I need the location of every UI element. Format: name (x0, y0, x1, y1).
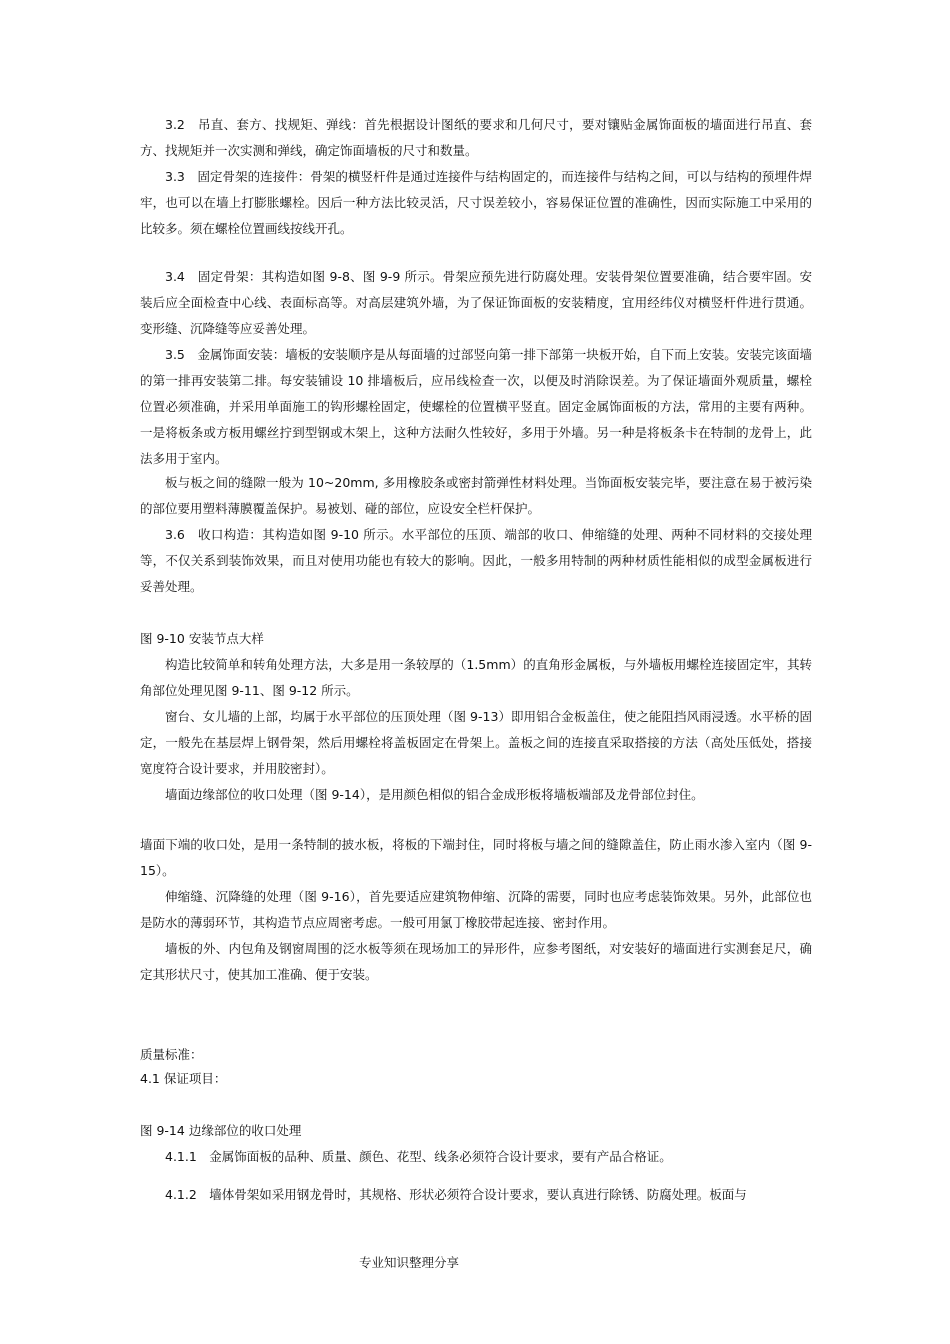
section-quality: 质量标准： (140, 1047, 203, 1062)
paragraph-bottom-end: 墙面下端的收口处，是用一条特制的披水板，将板的下端封住，同时将板与墙之间的缝隙盖住，防止雨水渗入室内（图 9-15）。 (140, 837, 812, 878)
item-4-1-2: 4.1.2 墙体骨架如采用钢龙骨时，其规格、形状必须符合设计要求，要认真进行除锈、防腐处理。板面与 (165, 1187, 747, 1202)
paragraph-gap: 板与板之间的缝隙一般为 10~20mm, 多用橡胶条或密封箭弹性材料处理。当饰面板安装完毕，要注意在易于被污染的部位要用塑料薄膜覆盖保护。易被划、碰的部位，应设安全栏杆保护。 (140, 475, 812, 516)
paragraph-joint: 伸缩缝、沉降缝的处理（图 9-16），首先要适应建筑物伸缩、沉降的需要，同时也应考虑装饰效果。另外，此部位也是防水的薄弱环节，其构造节点应周密考虑。一般可用氯丁橡胶带起连接、密封作用。 (140, 889, 812, 930)
paragraph-wrap: 墙板的外、内包角及钢窗周围的泛水板等须在现场加工的异形件，应参考图纸，对安装好的墙面进行实测套足尺，确定其形状尺寸，使其加工准确、便于安装。 (140, 941, 812, 982)
paragraph-edge: 墙面边缘部位的收口处理（图 9-14），是用颜色相似的铝合金成形板将墙板端部及龙骨部位封住。 (165, 787, 704, 802)
item-4-1-1: 4.1.1 金属饰面板的品种、质量、颜色、花型、线条必须符合设计要求，要有产品合格证。 (165, 1149, 672, 1164)
figure-caption-9-10: 图 9-10 安装节点大样 (140, 631, 264, 646)
paragraph-3-2: 3.2 吊直、套方、找规矩、弹线：首先根据设计图纸的要求和几何尺寸，要对镶贴金属饰面板的墙面进行吊直、套方、找规矩并一次实测和弹线，确定饰面墙板的尺寸和数量。 (140, 117, 812, 158)
paragraph-corner: 构造比较简单和转角处理方法，大多是用一条较厚的（1.5mm）的直角形金属板，与外墙板用螺栓连接固定牢，其转角部位处理见图 9-11、图 9-12 所示。 (140, 657, 812, 698)
paragraph-sill: 窗台、女儿墙的上部，均属于水平部位的压顶处理（图 9-13）即用铝合金板盖住，使之能阻挡风雨浸透。水平桥的固定，一般先在基层焊上钢骨架，然后用螺栓将盖板固定在骨架上。盖板之间的连接直采取搭接的方法（高处压低处，搭接宽度符合设计要求，并用胶密封）。 (140, 709, 812, 776)
paragraph-3-4: 3.4 固定骨架：其构造如图 9-8、图 9-9 所示。骨架应预先进行防腐处理。安装骨架位置要准确，结合要牢固。安装后应全面检查中心线、表面标高等。对高层建筑外墙，为了保证饰面板的安装精度，宜用经纬仪对横竖杆件进行贯通。变形缝、沉降缝等应妥善处理。 (140, 269, 812, 336)
figure-caption-9-14: 图 9-14 边缘部位的收口处理 (140, 1123, 302, 1138)
paragraph-3-6: 3.6 收口构造：其构造如图 9-10 所示。水平部位的压顶、端部的收口、伸缩缝的处理、两种不同材料的交接处理等，不仅关系到装饰效果，而且对使用功能也有较大的影响。因此，一般多用特制的两种材质性能相似的成型金属板进行妥善处理。 (140, 527, 812, 594)
page-footer: 专业知识整理分享 (359, 1255, 460, 1270)
paragraph-3-3: 3.3 固定骨架的连接件：骨架的横竖杆件是通过连接件与结构固定的，而连接件与结构之间，可以与结构的预埋件焊牢，也可以在墙上打膨胀螺栓。因后一种方法比较灵活，尺寸误差较小，容易保证位置的准确性，因而实际施工中采用的比较多。须在螺栓位置画线按线开孔。 (140, 169, 812, 236)
section-4-1: 4.1 保证项目： (140, 1071, 227, 1086)
paragraph-3-5: 3.5 金属饰面安装：墙板的安装顺序是从每面墙的过部竖向第一排下部第一块板开始，自下而上安装。安装完该面墙的第一排再安装第二排。每安装铺设 10 排墙板后，应吊线检查一次，以便及时消除误差。为了保证墙面外观质量，螺栓位置必须准确，并采用单面施工的钩形螺栓固定，使螺栓的位置横平竖直。固定金属饰面板的方法，常用的主要有两种。一是将板条或方板用螺丝拧到型钢或木架上，这种方法耐久性较好，多用于外墙。另一种是将板条卡在特制的龙骨上，此法多用于室内。 (140, 347, 812, 466)
